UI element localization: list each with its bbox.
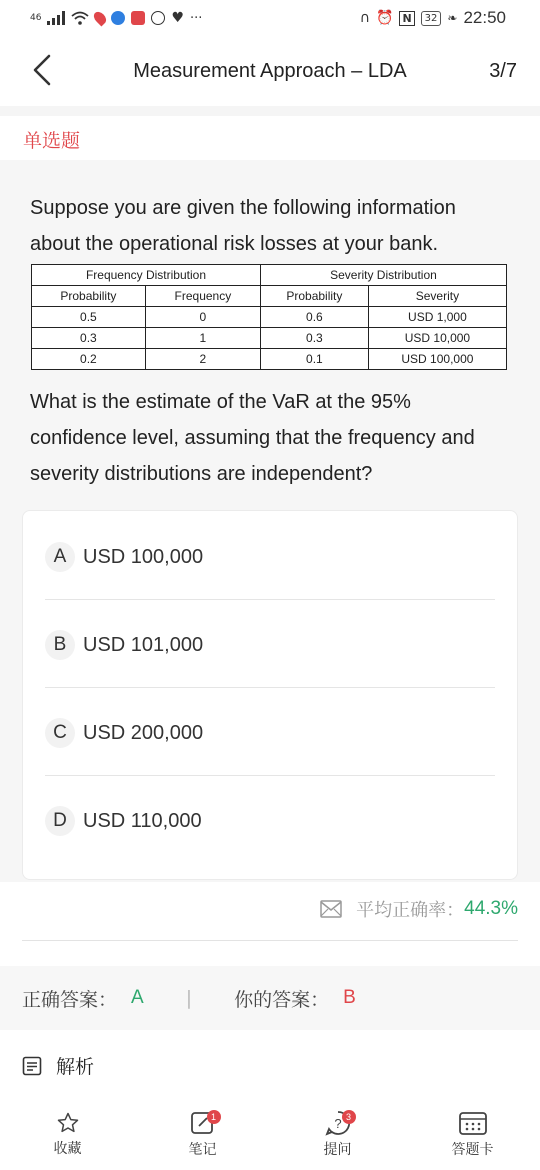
- wifi-icon: [71, 11, 89, 25]
- tab-answer-card[interactable]: [405, 1098, 540, 1170]
- option-text: USD 100,000: [83, 545, 204, 568]
- question-progress: 3/7: [489, 60, 517, 82]
- table-col-header: Probability: [260, 286, 368, 307]
- table-row: [32, 307, 507, 328]
- option-letter: D: [45, 806, 75, 836]
- leaf-icon: ❧: [447, 11, 458, 25]
- option-d[interactable]: [45, 789, 495, 853]
- network-type: 46: [30, 13, 42, 23]
- option-text: USD 200,000: [83, 721, 204, 744]
- analysis-section[interactable]: [22, 1052, 94, 1079]
- option-text: USD 101,000: [83, 633, 204, 656]
- tab-label: 答题卡: [451, 1141, 494, 1158]
- notes-badge: 1: [207, 1110, 221, 1124]
- option-a[interactable]: [45, 525, 495, 589]
- table-cell: USD 10,000: [368, 328, 506, 349]
- table-cell: 0.5: [32, 307, 146, 328]
- tab-favorite[interactable]: [0, 1098, 135, 1170]
- option-divider: [45, 687, 495, 688]
- your-answer-label: 你的答案：: [234, 988, 330, 1011]
- table-cell: 2: [145, 349, 260, 370]
- signal-icon: [47, 11, 65, 25]
- alarm-icon: ⏰: [376, 10, 394, 26]
- more-icon: ···: [190, 10, 203, 26]
- document-icon: [22, 1056, 42, 1076]
- option-b[interactable]: [45, 613, 495, 677]
- location-icon: [92, 10, 109, 27]
- table-cell: 0.3: [32, 328, 146, 349]
- question-type-label: 单选题: [23, 130, 81, 152]
- analysis-label: 解析: [56, 1056, 95, 1078]
- options-card: [22, 510, 518, 880]
- app-icon-red: [131, 11, 145, 25]
- option-divider: [45, 599, 495, 600]
- your-answer-value: B: [343, 987, 356, 1008]
- average-accuracy-value: 44.3%: [464, 898, 518, 919]
- star-icon: [56, 1111, 80, 1135]
- table-group-header: Severity Distribution: [260, 265, 506, 286]
- status-bar: [0, 0, 540, 36]
- question-intro: Suppose you are given the following information about the operational risk losses at your bank.: [30, 197, 456, 255]
- answer-separator: |: [185, 987, 193, 1009]
- option-letter: C: [45, 718, 75, 748]
- tab-label: 笔记: [188, 1141, 217, 1158]
- table-col-header: Probability: [32, 286, 146, 307]
- battery-icon: 32: [421, 11, 442, 26]
- correct-answer-value: A: [131, 987, 144, 1008]
- option-letter: A: [45, 542, 75, 572]
- table-header-row: [32, 286, 507, 307]
- status-time: 22:50: [463, 8, 506, 27]
- table-group-header-row: [32, 265, 507, 286]
- table-cell: 0.3: [260, 328, 368, 349]
- table-row: [32, 349, 507, 370]
- correct-answer-label: 正确答案：: [22, 988, 118, 1011]
- envelope-icon: [320, 900, 342, 918]
- table-cell: 0.2: [32, 349, 146, 370]
- question-prompt: What is the estimate of the VaR at the 95% confidence level, assuming that the frequency and severity distributions are independent?: [30, 391, 475, 485]
- headphone-icon: ∩: [359, 10, 370, 26]
- status-right: [360, 8, 506, 28]
- tab-label: 收藏: [53, 1140, 82, 1157]
- table-col-header: Frequency: [145, 286, 260, 307]
- table-cell: 0.6: [260, 307, 368, 328]
- svg-text:?: ?: [333, 1115, 342, 1131]
- divider: [22, 940, 518, 941]
- option-c[interactable]: [45, 701, 495, 765]
- option-letter: B: [45, 630, 75, 660]
- table-group-header: Frequency Distribution: [32, 265, 261, 286]
- table-col-header: Severity: [368, 286, 506, 307]
- option-text: USD 110,000: [83, 809, 202, 832]
- nfc-icon: N: [399, 11, 414, 26]
- table-cell: USD 100,000: [368, 349, 506, 370]
- page-title: Measurement Approach – LDA: [133, 60, 407, 82]
- answer-summary: [0, 966, 540, 1030]
- option-divider: [45, 775, 495, 776]
- table-cell: 1: [145, 328, 260, 349]
- bottom-tab-bar: [0, 1098, 540, 1170]
- ask-badge: 3: [342, 1110, 356, 1124]
- question-content: [0, 160, 540, 882]
- table-cell: 0.1: [260, 349, 368, 370]
- status-left: [30, 10, 202, 26]
- tab-label: 提问: [323, 1141, 352, 1158]
- heart-icon: ♥: [171, 10, 185, 26]
- nav-bar: [0, 36, 540, 106]
- answer-card-icon: [458, 1110, 488, 1136]
- average-accuracy: [320, 896, 518, 922]
- app-icon-blue: [111, 11, 125, 25]
- average-accuracy-label: 平均正确率：: [356, 900, 465, 921]
- table-row: [32, 328, 507, 349]
- separator-band: [0, 106, 540, 116]
- table-cell: 0: [145, 307, 260, 328]
- question-type-bar: [0, 116, 540, 160]
- tab-notes[interactable]: [135, 1098, 270, 1170]
- app-icon-shield: [151, 11, 165, 25]
- tab-ask[interactable]: [270, 1098, 405, 1170]
- table-cell: USD 1,000: [368, 307, 506, 328]
- distribution-table: [31, 264, 507, 370]
